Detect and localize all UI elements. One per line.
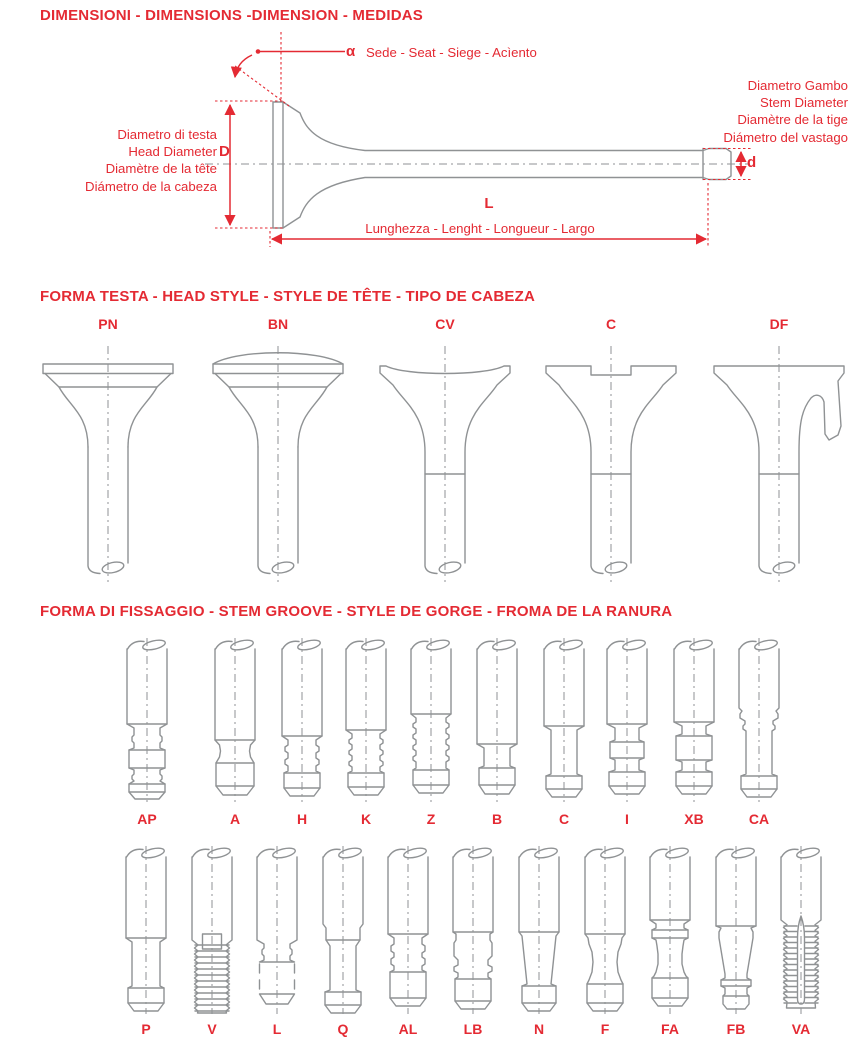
stem-groove-figure-F bbox=[583, 846, 627, 1018]
stem-diameter-symbol: d bbox=[747, 154, 757, 171]
stem-groove-figure-P bbox=[124, 846, 168, 1018]
stem-groove-figure-V bbox=[190, 846, 234, 1018]
stem-groove-figure-L bbox=[255, 846, 299, 1018]
dimensions-section-title: DIMENSIONI - DIMENSIONS -DIMENSION - MEDIDAS bbox=[40, 7, 423, 24]
head-style-label-DF: DF bbox=[769, 316, 789, 332]
stem-groove-label-AL: AL bbox=[398, 1021, 418, 1037]
head-diameter-symbol: D bbox=[219, 143, 230, 160]
stem-groove-label-F: F bbox=[600, 1021, 610, 1037]
stem-groove-figure-FB bbox=[714, 846, 758, 1018]
stem-groove-figure-LB bbox=[451, 846, 495, 1018]
stem-diameter-label: Diametro Gambo Stem Diameter Diamètre de la tige Diámetro del vastago bbox=[723, 78, 848, 145]
stem-groove-label-A: A bbox=[229, 811, 241, 827]
stem-groove-label-AP: AP bbox=[137, 811, 157, 827]
stem-groove-label-P: P bbox=[141, 1021, 151, 1037]
stem-groove-label-CA: CA bbox=[748, 811, 770, 827]
stem-groove-label-V: V bbox=[207, 1021, 217, 1037]
head-style-section-title: FORMA TESTA - HEAD STYLE - STYLE DE TÊTE - TIPO DE CABEZA bbox=[40, 288, 536, 305]
head-style-label-C: C bbox=[605, 316, 617, 332]
head-style-figure-PN bbox=[33, 342, 183, 587]
stem-groove-label-L: L bbox=[272, 1021, 282, 1037]
stem-groove-label-FA: FA bbox=[661, 1021, 679, 1037]
stem-groove-figure-C bbox=[542, 638, 586, 806]
stem-groove-figure-A bbox=[213, 638, 257, 806]
head-diameter-label: Diametro di testa Head Diameter Diamètre de la tête Diámetro de la cabeza bbox=[85, 127, 217, 194]
seat-angle-symbol: α bbox=[346, 43, 356, 60]
stem-groove-figure-AL bbox=[386, 846, 430, 1018]
stem-groove-figure-FA bbox=[648, 846, 692, 1018]
stem-groove-figure-I bbox=[605, 638, 649, 806]
seat-label: Sede - Seat - Siege - Acìento bbox=[366, 45, 537, 60]
stem-groove-label-H: H bbox=[296, 811, 308, 827]
stem-groove-label-I: I bbox=[625, 811, 629, 827]
stem-groove-label-C: C bbox=[558, 811, 570, 827]
stem-groove-label-K: K bbox=[360, 811, 372, 827]
stem-groove-label-N: N bbox=[533, 1021, 545, 1037]
stem-groove-label-FB: FB bbox=[726, 1021, 746, 1037]
stem-groove-figure-B bbox=[475, 638, 519, 806]
stem-groove-figure-Q bbox=[321, 846, 365, 1018]
head-style-figure-C bbox=[536, 342, 686, 587]
head-style-label-PN: PN bbox=[98, 316, 118, 332]
stem-groove-label-Z: Z bbox=[426, 811, 436, 827]
stem-groove-section-title: FORMA DI FISSAGGIO - STEM GROOVE - STYLE DE GORGE - FROMA DE LA RANURA bbox=[40, 603, 673, 620]
stem-groove-figure-XB bbox=[672, 638, 716, 806]
head-style-label-BN: BN bbox=[267, 316, 289, 332]
stem-groove-label-XB: XB bbox=[684, 811, 704, 827]
stem-groove-label-Q: Q bbox=[337, 1021, 349, 1037]
stem-groove-figure-VA bbox=[779, 846, 823, 1018]
head-style-label-CV: CV bbox=[435, 316, 455, 332]
length-symbol: L bbox=[484, 195, 494, 212]
length-label: Lunghezza - Lenght - Longueur - Largo bbox=[365, 221, 595, 236]
stem-groove-label-B: B bbox=[491, 811, 503, 827]
stem-groove-figure-H bbox=[280, 638, 324, 806]
stem-groove-figure-AP bbox=[125, 638, 169, 806]
stem-groove-figure-Z bbox=[409, 638, 453, 806]
head-style-figure-DF bbox=[704, 342, 854, 587]
stem-groove-figure-K bbox=[344, 638, 388, 806]
head-style-figure-CV bbox=[370, 342, 520, 587]
stem-groove-figure-CA bbox=[737, 638, 781, 806]
stem-groove-figure-N bbox=[517, 846, 561, 1018]
stem-groove-label-VA: VA bbox=[791, 1021, 811, 1037]
head-style-figure-BN bbox=[203, 342, 353, 587]
stem-groove-label-LB: LB bbox=[463, 1021, 483, 1037]
